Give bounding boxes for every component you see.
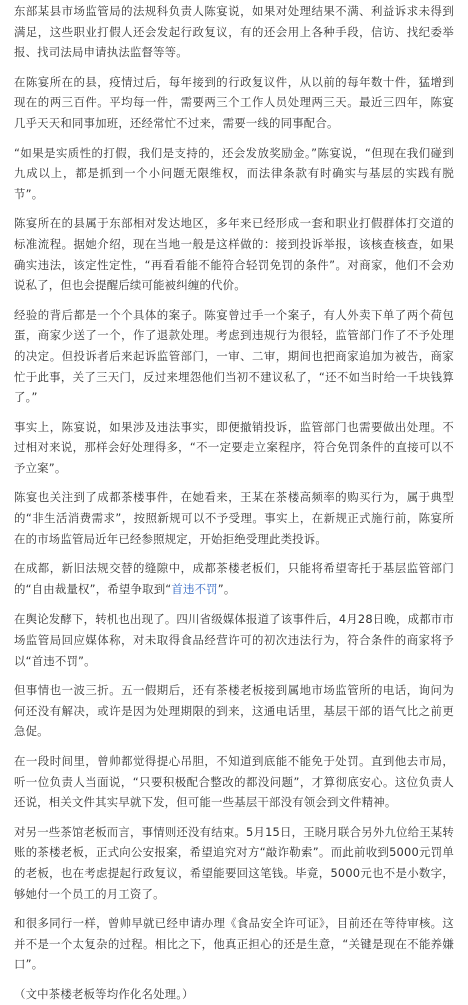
paragraph-1: 东部某县市场监管局的法规科负责人陈宴说，如果对处理结果不满、利益诉求未得到满足，这些职业打假人还会发起行政复议，有的还会用上各种手段，信访、找纪委举报、找司法局申请执法监督等等。	[14, 4, 454, 60]
paragraph-8-suffix: ”。	[217, 581, 236, 596]
paragraph-13: 和很多同行一样，曾帅早就已经申请办理《食品安全许可证》，目前还在等待审核。这并不是一个太复杂的过程。相比之下，他真正担心的还是生意，“关键是现在不能养嫌口”。	[14, 916, 454, 972]
paragraph-4: 陈宴所在的县属于东部相对发达地区，多年来已经形成一套和职业打假群体打交道的标准流程。据她介绍，现在当地一般是这样做的：接到投诉举报，该核查核查，如果确实违法，该定性定性，“再看看能不能符合轻罚免罚的条件”。对商家，他们不会劝说私了，但也会提醒后续可能被纠缠的代价。	[14, 216, 454, 293]
paragraph-3: “如果是实质性的打假，我们是支持的，还会发放奖励金。”陈宴说，“但现在我们碰到九成以上，都是抓到一个小问题无限维权，而法律条款有时确实与基层的实践有脱节”。	[14, 145, 454, 201]
paragraph-10: 但事情也一波三折。五一假期后，还有茶楼老板接到属地市场监管所的电话，询问为何还没有解决，或许是因为处理期限的到来，这通电话里，基层干部的语气比之前更急促。	[14, 683, 454, 739]
paragraph-11: 在一段时间里，曾帅都觉得提心吊胆，不知道到底能不能免于处罚。直到他去市局，听一位负责人当面说，“只要积极配合整改的都没问题”，才算彻底安心。这位负责人还说，相关文件其实早就下发，但可能一些基层干部没有领会到文件精神。	[14, 754, 454, 810]
paragraph-8	[14, 558, 454, 599]
paragraph-9: 在舆论发酵下，转机也出现了。四川省级媒体报道了该事件后，4月28日晚，成都市市场监管局回应媒体称，对未取得食品经营许可的初次违法行为，符合条件的商家将予以“首违不罚”。	[14, 612, 454, 668]
paragraph-7: 陈宴也关注到了成都茶楼事件，在她看来，王某在茶楼高频率的购买行为，属于典型的“非生活消费需求”，按照新规可以不予受理。事实上，在新规正式施行前，陈宴所在的市场监管局近年已经参照规定，开始拒绝受理此类投诉。	[14, 490, 454, 546]
paragraph-5: 经验的背后都是一个个具体的案子。陈宴曾过手一个案子，有人外卖下单了两个荷包蛋，商家少送了一个，作了退款处理。考虑到违规行为很轻，监管部门作了不予处理的决定。但投诉者后来起诉监管部门，一审、二审，期间也把商家追加为被告，商家忙于此事，关了三天门，反过来埋怨他们当初不建议私了，“还不如当时给一千块钱算了。”	[14, 307, 454, 405]
keyword-link[interactable]: 首违不罚	[171, 581, 218, 596]
paragraph-6: 事实上，陈宴说，如果涉及违法事实，即便撤销投诉，监管部门也需要做出处理。不过相对来说，那样会好处理得多，“不一定要走立案程序，符合免罚条件的直接可以不予立案”。	[14, 419, 454, 475]
paragraph-2: 在陈宴所在的县，疫情过后，每年接到的行政复议件，从以前的每年数十件，猛增到现在的两三百件。平均每一件，需要两三个工作人员处理两三天。最近三四年，陈宴几乎天天和同事加班，还经常忙不过来，需要一线的同事配合。	[14, 74, 454, 130]
paragraph-8-text: 在成都，新旧法规交替的缝隙中，成都茶楼老板们，只能将希望寄托于基层监管部门的“自由裁量权”，希望争取到“	[14, 561, 454, 596]
paragraph-12: 对另一些茶馆老板而言，事情则还没有结束。5月15日，王晓月联合另外九位给王某转账的茶楼老板，正式向公安报案，希望追究对方“敲诈勒索”。而此前收到5000元罚单的老板，也在考虑提起行政复议，希望能要回这笔钱。毕竟，5000元也不是小数字，够她付一个员工的月工资了。	[14, 824, 454, 901]
footnote: （文中茶楼老板等均作化名处理。）	[14, 986, 194, 1001]
